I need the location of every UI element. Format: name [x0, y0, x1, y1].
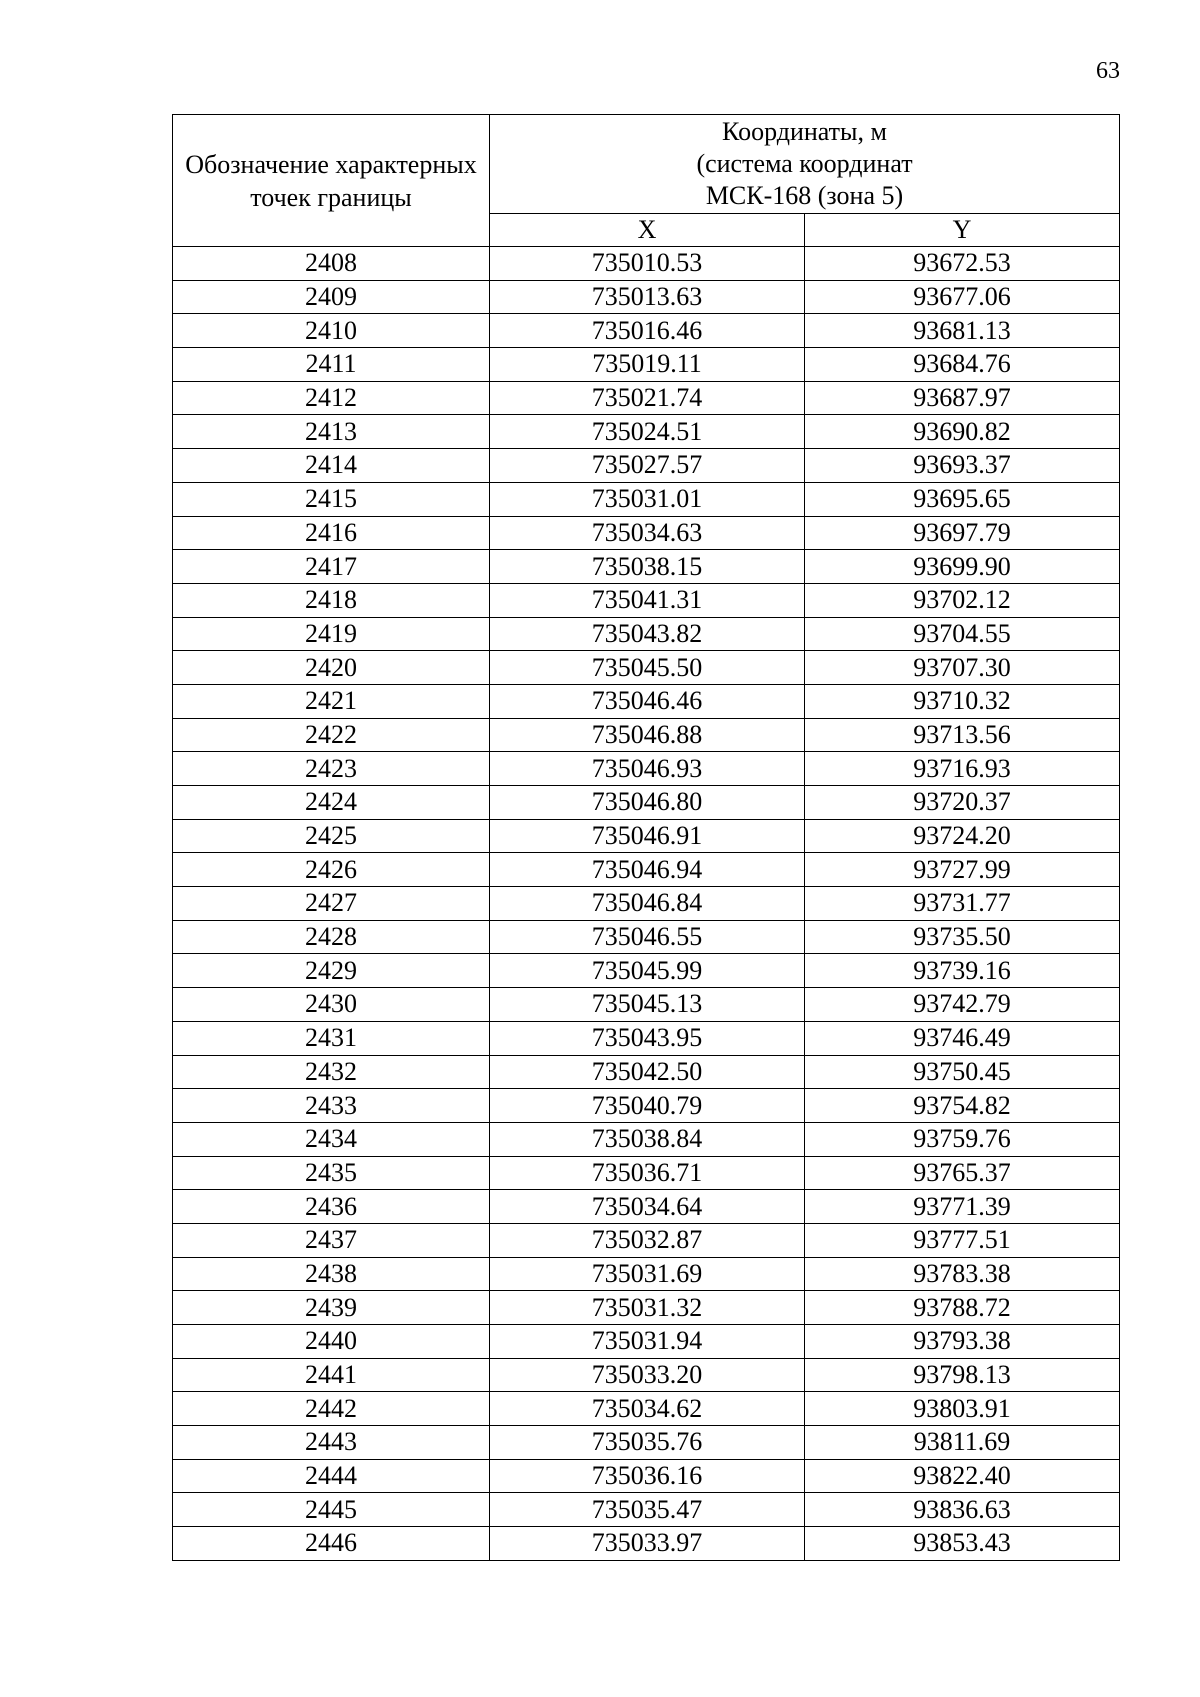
- y-coordinate-cell: 93765.37: [805, 1156, 1120, 1190]
- table-row: [173, 381, 1120, 415]
- point-id-cell: 2446: [173, 1527, 490, 1561]
- y-coordinate-cell: 93699.90: [805, 550, 1120, 584]
- x-coordinate-cell: 735043.82: [490, 617, 805, 651]
- table-row: [173, 482, 1120, 516]
- y-coordinate-cell: 93731.77: [805, 887, 1120, 921]
- table-row: [173, 1055, 1120, 1089]
- y-coordinate-cell: 93720.37: [805, 786, 1120, 820]
- y-coordinate-cell: 93735.50: [805, 920, 1120, 954]
- x-coordinate-cell: 735042.50: [490, 1055, 805, 1089]
- table-row: [173, 954, 1120, 988]
- y-coordinate-cell: 93677.06: [805, 280, 1120, 314]
- table-row: [173, 684, 1120, 718]
- point-id-cell: 2442: [173, 1392, 490, 1426]
- x-coordinate-cell: 735019.11: [490, 348, 805, 382]
- y-coordinate-cell: 93713.56: [805, 718, 1120, 752]
- x-coordinate-cell: 735046.93: [490, 752, 805, 786]
- x-coordinate-cell: 735035.76: [490, 1426, 805, 1460]
- y-coordinate-cell: 93777.51: [805, 1223, 1120, 1257]
- table-body: [173, 247, 1120, 1561]
- table-row: [173, 583, 1120, 617]
- coordinates-title-line2: (система координат: [696, 149, 913, 178]
- table-row: [173, 718, 1120, 752]
- x-coordinate-cell: 735021.74: [490, 381, 805, 415]
- x-coordinate-cell: 735024.51: [490, 415, 805, 449]
- page-number: 63: [1096, 58, 1120, 84]
- table-row: [173, 1426, 1120, 1460]
- point-id-cell: 2439: [173, 1291, 490, 1325]
- table-row: [173, 617, 1120, 651]
- x-coordinate-cell: 735038.15: [490, 550, 805, 584]
- x-coordinate-cell: 735034.63: [490, 516, 805, 550]
- point-id-cell: 2422: [173, 718, 490, 752]
- table-row: [173, 1527, 1120, 1561]
- x-coordinate-cell: 735046.94: [490, 853, 805, 887]
- coordinates-title-line3: МСК-168 (зона 5): [705, 181, 904, 210]
- x-coordinate-cell: 735041.31: [490, 583, 805, 617]
- table-row: [173, 280, 1120, 314]
- x-coordinate-cell: 735046.46: [490, 684, 805, 718]
- table-row: [173, 887, 1120, 921]
- x-coordinate-cell: 735033.20: [490, 1358, 805, 1392]
- x-coordinate-cell: 735046.55: [490, 920, 805, 954]
- point-id-cell: 2416: [173, 516, 490, 550]
- coordinates-title-line1: Координаты, м: [722, 117, 887, 146]
- y-coordinate-cell: 93836.63: [805, 1493, 1120, 1527]
- point-id-cell: 2412: [173, 381, 490, 415]
- y-coordinate-cell: 93716.93: [805, 752, 1120, 786]
- point-id-cell: 2409: [173, 280, 490, 314]
- x-coordinate-cell: 735031.94: [490, 1325, 805, 1359]
- table-row: [173, 1392, 1120, 1426]
- coordinates-table: [172, 114, 1120, 1561]
- point-id-cell: 2420: [173, 651, 490, 685]
- table-row: [173, 550, 1120, 584]
- x-coordinate-cell: 735034.62: [490, 1392, 805, 1426]
- x-coordinate-cell: 735036.16: [490, 1459, 805, 1493]
- y-coordinate-cell: 93811.69: [805, 1426, 1120, 1460]
- y-coordinate-cell: 93695.65: [805, 482, 1120, 516]
- table-row: [173, 247, 1120, 281]
- table-row: [173, 819, 1120, 853]
- y-coordinate-cell: 93788.72: [805, 1291, 1120, 1325]
- x-coordinate-cell: 735016.46: [490, 314, 805, 348]
- y-coordinate-cell: 93746.49: [805, 1021, 1120, 1055]
- y-coordinate-cell: 93697.79: [805, 516, 1120, 550]
- y-coordinate-cell: 93853.43: [805, 1527, 1120, 1561]
- y-coordinate-cell: 93803.91: [805, 1392, 1120, 1426]
- x-coordinate-cell: 735046.84: [490, 887, 805, 921]
- y-coordinate-cell: 93771.39: [805, 1190, 1120, 1224]
- y-coordinate-cell: 93727.99: [805, 853, 1120, 887]
- table-row: [173, 516, 1120, 550]
- designation-header: Обозначение характерных точек границы: [173, 115, 490, 247]
- x-coordinate-cell: 735033.97: [490, 1527, 805, 1561]
- point-id-cell: 2444: [173, 1459, 490, 1493]
- table-row: [173, 1325, 1120, 1359]
- y-coordinate-cell: 93724.20: [805, 819, 1120, 853]
- table-row: [173, 415, 1120, 449]
- x-coordinate-cell: 735010.53: [490, 247, 805, 281]
- point-id-cell: 2419: [173, 617, 490, 651]
- point-id-cell: 2426: [173, 853, 490, 887]
- point-id-cell: 2440: [173, 1325, 490, 1359]
- table-row: [173, 920, 1120, 954]
- point-id-cell: 2413: [173, 415, 490, 449]
- y-coordinate-cell: 93693.37: [805, 449, 1120, 483]
- y-coordinate-cell: 93754.82: [805, 1089, 1120, 1123]
- y-column-header: Y: [805, 214, 1120, 247]
- table-row: [173, 449, 1120, 483]
- point-id-cell: 2431: [173, 1021, 490, 1055]
- x-coordinate-cell: 735045.13: [490, 988, 805, 1022]
- table-row: [173, 1089, 1120, 1123]
- y-coordinate-cell: 93702.12: [805, 583, 1120, 617]
- table-row: [173, 1122, 1120, 1156]
- table-row: [173, 348, 1120, 382]
- y-coordinate-cell: 93783.38: [805, 1257, 1120, 1291]
- x-coordinate-cell: 735035.47: [490, 1493, 805, 1527]
- x-column-header: X: [490, 214, 805, 247]
- point-id-cell: 2421: [173, 684, 490, 718]
- y-coordinate-cell: 93798.13: [805, 1358, 1120, 1392]
- point-id-cell: 2415: [173, 482, 490, 516]
- point-id-cell: 2417: [173, 550, 490, 584]
- x-coordinate-cell: 735027.57: [490, 449, 805, 483]
- point-id-cell: 2428: [173, 920, 490, 954]
- point-id-cell: 2445: [173, 1493, 490, 1527]
- y-coordinate-cell: 93759.76: [805, 1122, 1120, 1156]
- x-coordinate-cell: 735031.69: [490, 1257, 805, 1291]
- x-coordinate-cell: 735036.71: [490, 1156, 805, 1190]
- x-coordinate-cell: 735046.91: [490, 819, 805, 853]
- point-id-cell: 2418: [173, 583, 490, 617]
- y-coordinate-cell: 93707.30: [805, 651, 1120, 685]
- table-row: [173, 1156, 1120, 1190]
- x-coordinate-cell: 735031.01: [490, 482, 805, 516]
- table-row: [173, 1021, 1120, 1055]
- x-coordinate-cell: 735038.84: [490, 1122, 805, 1156]
- point-id-cell: 2432: [173, 1055, 490, 1089]
- point-id-cell: 2430: [173, 988, 490, 1022]
- x-coordinate-cell: 735031.32: [490, 1291, 805, 1325]
- point-id-cell: 2425: [173, 819, 490, 853]
- y-coordinate-cell: 93750.45: [805, 1055, 1120, 1089]
- table-row: [173, 1493, 1120, 1527]
- x-coordinate-cell: 735040.79: [490, 1089, 805, 1123]
- point-id-cell: 2437: [173, 1223, 490, 1257]
- point-id-cell: 2441: [173, 1358, 490, 1392]
- table-header: [173, 115, 1120, 247]
- x-coordinate-cell: 735034.64: [490, 1190, 805, 1224]
- table-row: [173, 1358, 1120, 1392]
- y-coordinate-cell: 93681.13: [805, 314, 1120, 348]
- x-coordinate-cell: 735013.63: [490, 280, 805, 314]
- table-row: [173, 1223, 1120, 1257]
- y-coordinate-cell: 93704.55: [805, 617, 1120, 651]
- point-id-cell: 2427: [173, 887, 490, 921]
- x-coordinate-cell: 735043.95: [490, 1021, 805, 1055]
- point-id-cell: 2436: [173, 1190, 490, 1224]
- y-coordinate-cell: 93687.97: [805, 381, 1120, 415]
- point-id-cell: 2434: [173, 1122, 490, 1156]
- point-id-cell: 2433: [173, 1089, 490, 1123]
- point-id-cell: 2429: [173, 954, 490, 988]
- y-coordinate-cell: 93822.40: [805, 1459, 1120, 1493]
- y-coordinate-cell: 93684.76: [805, 348, 1120, 382]
- table-row: [173, 651, 1120, 685]
- x-coordinate-cell: 735045.50: [490, 651, 805, 685]
- point-id-cell: 2410: [173, 314, 490, 348]
- point-id-cell: 2438: [173, 1257, 490, 1291]
- table-row: [173, 1291, 1120, 1325]
- point-id-cell: 2443: [173, 1426, 490, 1460]
- x-coordinate-cell: 735032.87: [490, 1223, 805, 1257]
- point-id-cell: 2408: [173, 247, 490, 281]
- table-row: [173, 1257, 1120, 1291]
- point-id-cell: 2423: [173, 752, 490, 786]
- coordinates-header: [490, 115, 1120, 214]
- y-coordinate-cell: 93710.32: [805, 684, 1120, 718]
- point-id-cell: 2435: [173, 1156, 490, 1190]
- point-id-cell: 2414: [173, 449, 490, 483]
- table-row: [173, 752, 1120, 786]
- table-row: [173, 853, 1120, 887]
- table-row: [173, 988, 1120, 1022]
- x-coordinate-cell: 735045.99: [490, 954, 805, 988]
- point-id-cell: 2411: [173, 348, 490, 382]
- x-coordinate-cell: 735046.88: [490, 718, 805, 752]
- table-row: [173, 1190, 1120, 1224]
- y-coordinate-cell: 93672.53: [805, 247, 1120, 281]
- table-row: [173, 314, 1120, 348]
- y-coordinate-cell: 93690.82: [805, 415, 1120, 449]
- table-row: [173, 1459, 1120, 1493]
- y-coordinate-cell: 93742.79: [805, 988, 1120, 1022]
- y-coordinate-cell: 93793.38: [805, 1325, 1120, 1359]
- x-coordinate-cell: 735046.80: [490, 786, 805, 820]
- point-id-cell: 2424: [173, 786, 490, 820]
- y-coordinate-cell: 93739.16: [805, 954, 1120, 988]
- table-row: [173, 786, 1120, 820]
